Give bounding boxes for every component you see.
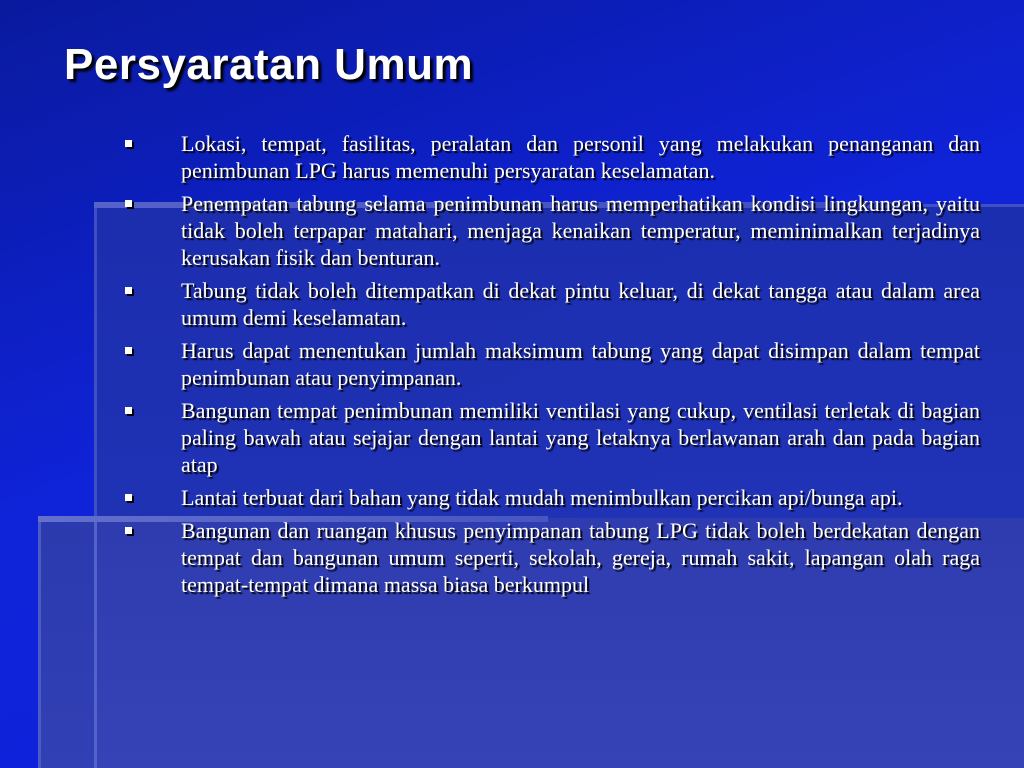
square-bullet-icon — [125, 140, 132, 147]
slide-title: Persyaratan Umum — [64, 40, 474, 89]
bullet-list — [120, 130, 980, 604]
bullet-item — [120, 277, 980, 331]
square-bullet-icon — [125, 347, 132, 354]
square-bullet-icon — [125, 494, 132, 501]
bullet-item — [120, 337, 980, 391]
square-bullet-icon — [125, 200, 132, 207]
bullet-text: Harus dapat menentukan jumlah maksimum tabung yang dapat disimpan dalam tempat penimbunan atau penyimpanan. — [181, 338, 980, 390]
bullet-item — [120, 484, 980, 511]
bullet-item — [120, 517, 980, 598]
bullet-text: Lokasi, tempat, fasilitas, peralatan dan personil yang melakukan penanganan dan penimbunan LPG harus memenuhi persyaratan keselamatan. — [181, 131, 980, 183]
bullet-item — [120, 397, 980, 478]
bullet-text: Penempatan tabung selama penimbunan harus memperhatikan kondisi lingkungan, yaitu tidak boleh terpapar matahari, menjaga kenaikan temperatur, meminimalkan terjadinya kerusakan fisik dan benturan. — [181, 191, 980, 270]
square-bullet-icon — [125, 527, 132, 534]
bullet-text: Lantai terbuat dari bahan yang tidak mudah menimbulkan percikan api/bunga api. — [181, 485, 903, 510]
square-bullet-icon — [125, 407, 132, 414]
bullet-text: Bangunan dan ruangan khusus penyimpanan tabung LPG tidak boleh berdekatan dengan tempat dan bangunan umum seperti, sekolah, gereja, rumah sakit, lapangan olah raga tempat-tempat dimana massa biasa berkumpul — [181, 518, 980, 597]
square-bullet-icon — [125, 287, 132, 294]
bullet-item — [120, 190, 980, 271]
bullet-text: Bangunan tempat penimbunan memiliki ventilasi yang cukup, ventilasi terletak di bagian paling bawah atau sejajar dengan lantai yang letaknya berlawanan arah dan pada bagian atap — [181, 398, 980, 477]
bullet-item — [120, 130, 980, 184]
bullet-text: Tabung tidak boleh ditempatkan di dekat pintu keluar, di dekat tangga atau dalam area umum demi keselamatan. — [181, 278, 980, 330]
